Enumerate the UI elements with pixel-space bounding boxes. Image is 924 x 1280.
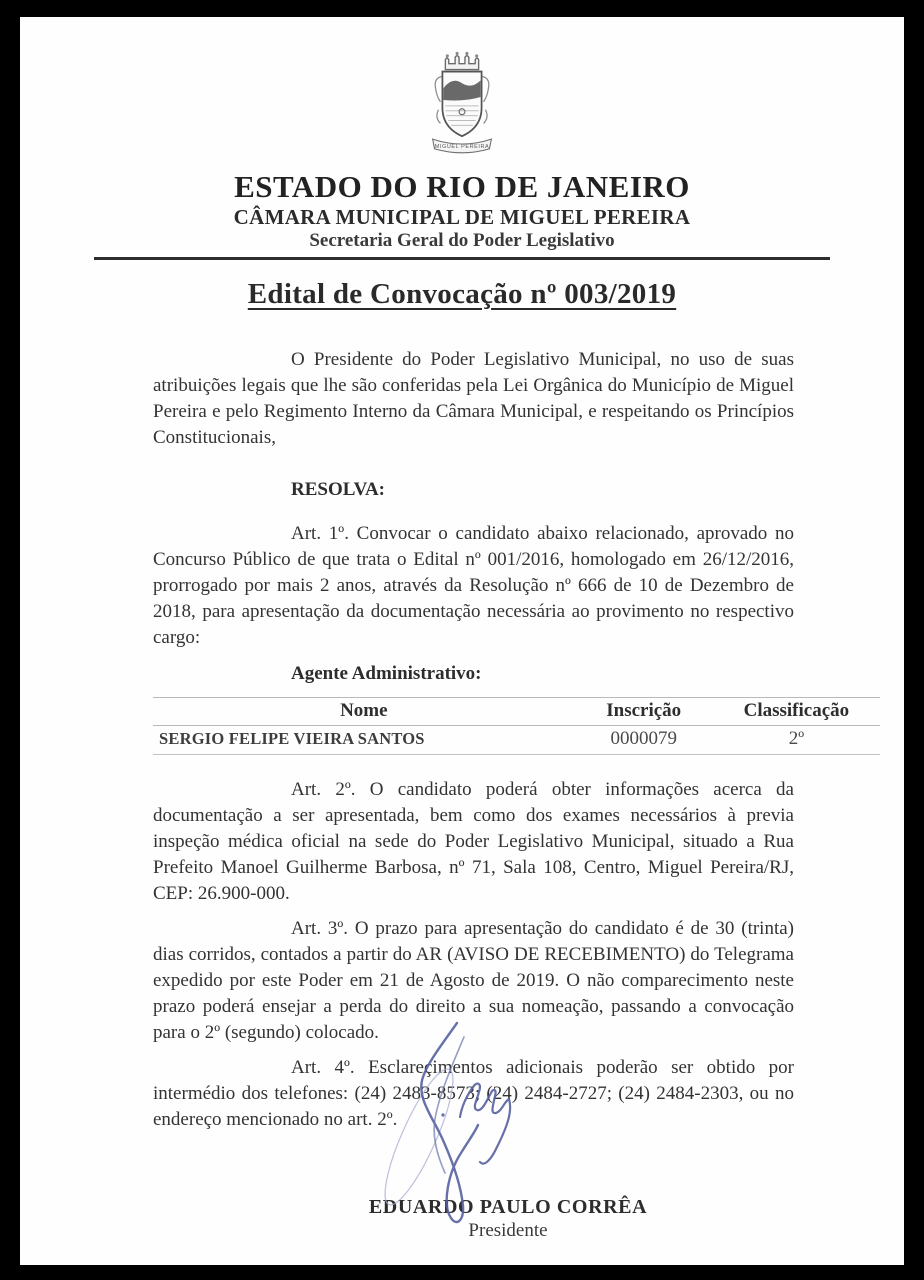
signature-block [20, 1195, 904, 1242]
signer-role: Presidente [468, 1219, 548, 1241]
signer-name: EDUARDO PAULO CORRÊA [368, 1195, 648, 1218]
document-title [20, 278, 904, 311]
document-title-text: Edital de Convocação nº 003/2019 [247, 277, 677, 310]
header-divider-rule [94, 257, 830, 260]
secretariat-subtitle: Secretaria Geral do Poder Legislativo [309, 229, 615, 251]
crest-banner-text: MIGUEL PEREIRA [434, 143, 490, 150]
candidate-rank-cell: 2º [713, 725, 880, 754]
candidate-inscription-cell: 0000079 [575, 725, 713, 754]
candidate-table [153, 697, 880, 755]
position-heading: Agente Administrativo: [291, 662, 482, 684]
crest-crown [445, 52, 478, 70]
article-2-paragraph: Art. 2º. O candidato poderá obter informações acerca da documentação a ser apresentada, bem como dos exames necessários à previa inspeção médica oficial na sede do Poder Legislativo Municipal, situado a Rua Prefeito Manoel Guilherme Barbosa, nº 71, Sala 108, Centro, Miguel Pereira/RJ, CEP: 26.900-000. [153, 778, 794, 904]
chamber-title: CÂMARA MUNICIPAL DE MIGUEL PEREIRA [233, 204, 691, 229]
municipal-crest-emblem [415, 51, 509, 161]
column-header-inscricao: Inscrição [575, 697, 713, 725]
candidate-table-row [153, 725, 880, 754]
column-header-nome: Nome [153, 697, 575, 725]
article-3-paragraph: Art. 3º. O prazo para apresentação do candidato é de 30 (trinta) dias corridos, contados a partir do AR (AVISO DE RECEBIMENTO) do Telegrama expedido por este Poder em 21 de Agosto de 2019. O não comparecimento neste prazo poderá ensejar a perda do direito a sua nomeação, passando a convocação para o 2º (segundo) colocado. [153, 917, 794, 1043]
candidate-name-cell: SERGIO FELIPE VIEIRA SANTOS [153, 725, 575, 754]
crest-shield [442, 72, 481, 137]
intro-paragraph: O Presidente do Poder Legislativo Municipal, no uso de suas atribuições legais que lhe são conferidas pela Lei Orgânica do Município de Miguel Pereira e pelo Regimento Interno da Câmara Municipal, e respeitando os Princípios Constitucionais, [153, 348, 794, 448]
state-title: ESTADO DO RIO DE JANEIRO [234, 168, 690, 204]
article-1-paragraph: Art. 1º. Convocar o candidato abaixo relacionado, aprovado no Concurso Público de que trata o Edital nº 001/2016, homologado em 26/12/2016, prorrogado por mais 2 anos, através da Resolução nº 666 de 10 de Dezembro de 2018, para apresentação da documentação necessária ao provimento no respectivo cargo: [153, 522, 794, 648]
candidate-table-header-row [153, 697, 880, 725]
resolva-heading: RESOLVA: [291, 478, 385, 500]
column-header-classificacao: Classificação [713, 697, 880, 725]
document-page [20, 17, 904, 1265]
article-4-paragraph: Art. 4º. Esclareçimentos adicionais poderão ser obtido por intermédio dos telefones: (24) 2483-8573; (24) 2484-2727; (24) 2484-2303, ou no endereço mencionado no art. 2º. [153, 1056, 794, 1130]
